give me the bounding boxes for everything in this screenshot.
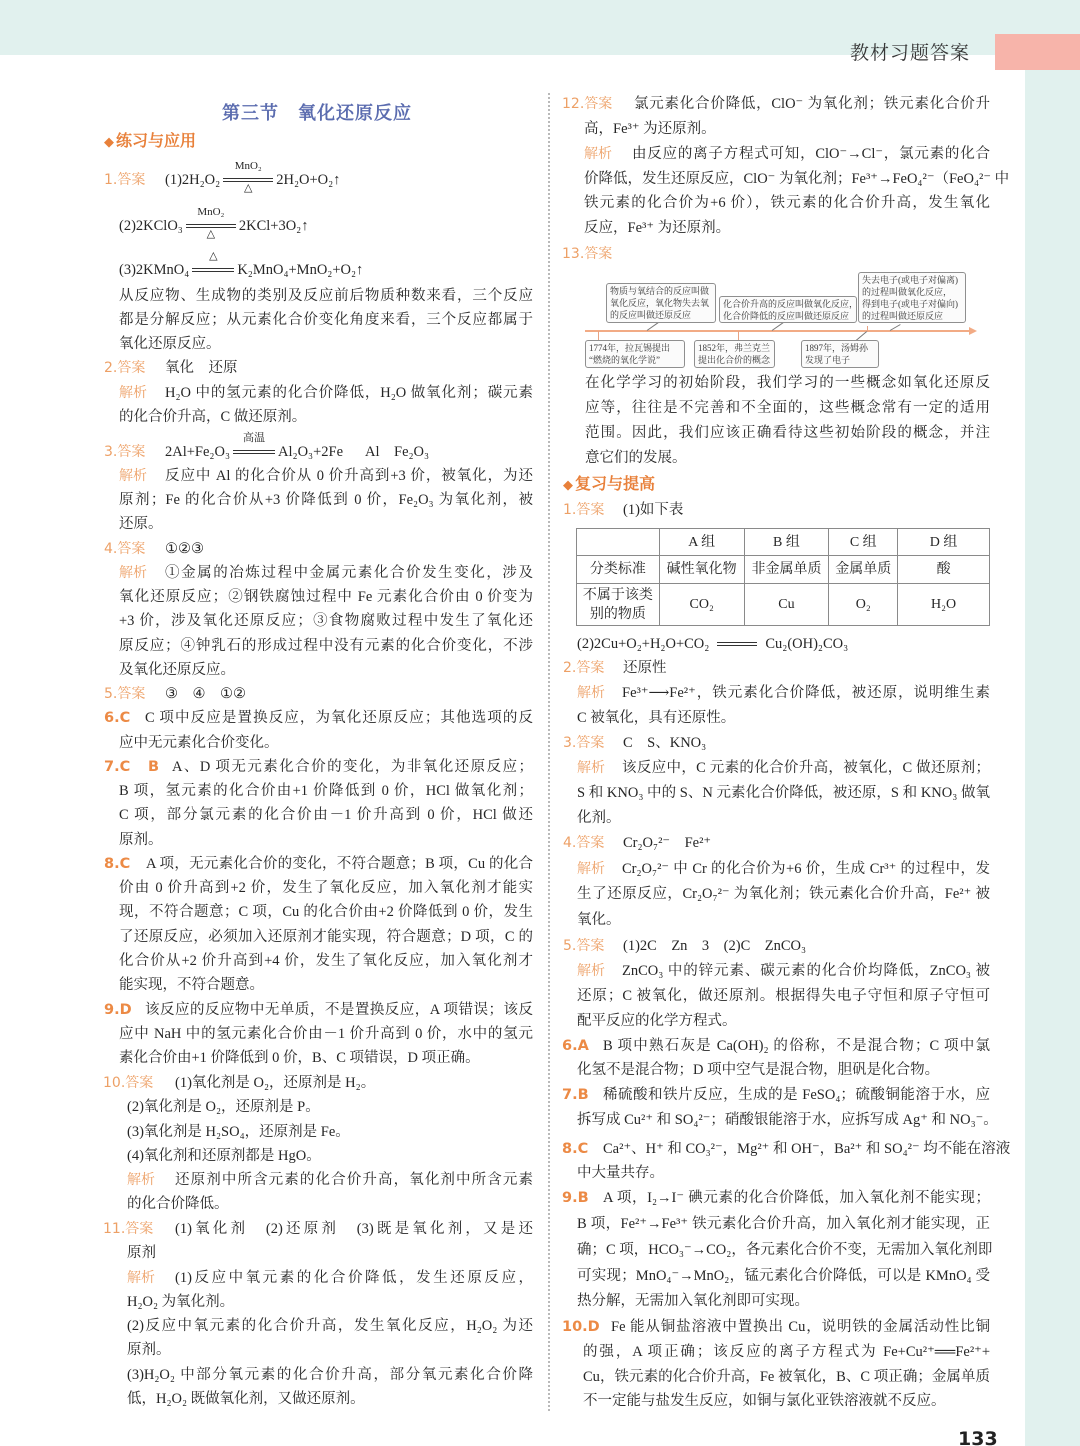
answer-label: 2.答案 [104,360,146,376]
analysis-label: 解析 [584,146,612,162]
text-line: H₂O₂ 为氧化剂。 [127,1294,235,1310]
box-line: 物质与氧结合的反应叫做 [610,286,710,296]
answer-label: 11.答案 [103,1221,154,1237]
heat-symbol: △ [206,228,216,240]
text-line: 不一定能与盐发生反应，如铜与氯化亚铁溶液就不反应。 [583,1393,946,1409]
analysis-label: 解析 [119,385,147,401]
event-box-1897 [801,340,879,368]
equation [577,632,848,656]
page-number: 133 [958,1428,998,1446]
text-line: 化剂。 [577,810,621,826]
text-line: S 和 KNO₃ 中的 S、N 元素化合价降低，被还原，S 和 KNO₃ 做氧 [577,785,990,801]
choice-label: 6.A [562,1038,589,1054]
box-line: 化合价升高的反应叫做氧化反应， [723,299,859,309]
reaction-condition [192,250,234,282]
text-line: 范围。因此，我们应该正确看待这些初始阶段的概念，并注 [585,425,990,441]
text-line: 意它们的发展。 [585,450,687,466]
answer-label: 5.答案 [563,938,605,954]
answer-text: Al Fe₂O₃ [365,444,430,460]
answer-label: 12.答案 [562,96,613,112]
text-line: 氯元素化合价降低，ClO⁻ 为氧化剂；铁元素化合价升 [634,96,990,112]
analysis-label: 解析 [119,468,147,484]
text-line: ZnCO₃ 中的锌元素、碳元素的化合价均降低，ZnCO₃ 被 [622,963,990,979]
text-line: Ca²⁺、H⁺ 和 CO₃²⁻，Mg²⁺ 和 OH⁻，Ba²⁺ 和 SO₄²⁻ 均不能在溶液 [603,1141,1011,1157]
equation [119,206,309,240]
reaction-condition [233,432,275,464]
text-line: 铁元素的化合价为+6 价），铁元素的化合价升高，发生氧化 [584,195,990,211]
heat-symbol: △ [243,182,253,194]
text-line: 确；C 项，HCO₃⁻→CO₂，各元素化合价不变，无需加入氧化剂即 [577,1242,993,1258]
answer-text: (1)如下表 [623,502,684,518]
text-line: 应中 NaH 中的氢元素化合价由－1 价升高到 0 价，水中的氢元 [119,1026,533,1042]
table-cell: 非金属单质 [744,556,829,584]
equation-products: 2H₂O+O₂↑ [276,172,341,188]
analysis-label: 解析 [577,760,605,776]
box-line: 得到电子(或电子对偏向) [862,299,958,309]
text-line: 了还原反应，必须加入还原剂才能实现，符合题意；D 项，C 的 [119,929,533,945]
box-line: 失去电子(或电子对偏离) [862,275,958,285]
text-line: (2)反应中氧元素的化合价升高，发生氧化反应，H₂O₂ 为还 [127,1318,533,1334]
text-line: 原剂；Fe 的化合价从+3 价降低到 0 价，Fe₂O₃ 为氧化剂，被 [119,492,533,508]
text-line: (1)反应中氧元素的化合价降低，发生还原反应， [175,1270,533,1286]
answer-text: C S、KNO₃ [623,735,707,751]
equation-products: K₂MnO₄+MnO₂+O₂↑ [237,262,364,278]
box-line: 化合价降低的反应叫做还原反应 [723,311,850,321]
text-line: 在化学学习的初始阶段，我们学习的一些概念如氧化还原反 [585,375,990,391]
text-line: Cu，铁元素的化合价升高，Fe 被氧化，B、C 项正确；金属单质 [583,1369,990,1385]
box-line: 提出化合价的概念 [698,355,771,365]
text-line: 氧化。 [577,912,621,928]
text-line: 稀硫酸和铁片反应，生成的是 FeSO₄；硫酸铜能溶于水，应 [603,1087,990,1103]
equation-reactants: 2Al+Fe₂O₃ [165,444,231,460]
text-line: 化合价从+2 价升高到+4 价，发生了氧化反应，加入氧化剂才 [119,953,533,969]
text-line: 氧化还原反应；②钢铁腐蚀过程中 Fe 元素化合价由 0 价变为 [119,589,533,605]
answer-label: 4.答案 [563,835,605,851]
table-header-cell: C 组 [829,529,898,556]
box-line: 的反应叫做还原反应 [610,310,692,320]
text-line: B 项，氢元素的化合价由+1 价降低到 0 价，HCl 做氧化剂； [119,783,533,799]
analysis-label: 解析 [119,565,147,581]
text-line: 该反应中，C 元素的化合价升高，被氧化，C 做还原剂； [622,760,990,776]
text-line: 素化合价由+1 价降低到 0 价，B、C 项错误，D 项正确。 [119,1050,480,1066]
text-line: 都是分解反应；从元素化合价变化角度来看，三个反应都属于 [119,312,533,328]
choice-label: 9.B [562,1190,589,1206]
table-cell: O₂ [829,584,898,626]
equation-products: Al₂O₃+2Fe [278,444,344,460]
answer-text: Cr₂O₇²⁻ Fe²⁺ [623,835,712,851]
text-line: 价由 0 价升高到+2 价，发生了氧化反应，加入氧化剂才能实 [119,880,533,896]
text-line: 现，不符合题意；C 项，Cu 的化合价由+2 价降低到 0 价，发生 [119,904,533,920]
text-line: Fe 能从铜盐溶液中置换出 Cu，说明铁的金属活动性比铜 [611,1319,990,1335]
text-line: 中大量共存。 [577,1165,664,1181]
choice-label: 8.C [104,856,131,872]
text-line: Fe³⁺⟶Fe²⁺，铁元素化合价降低，被还原，说明维生素 [622,685,990,701]
answer-label: 3.答案 [104,444,146,460]
reaction-condition [186,206,236,240]
reaction-condition [717,632,757,656]
text-line: (1)氧化剂 (2)还原剂 (3)既是氧化剂，又是还 [175,1221,533,1237]
text-line: B 项中熟石灰是 Ca(OH)₂ 的俗称，不是混合物；C 项中氯 [603,1038,990,1054]
box-line: “燃烧的氧化学说” [589,355,660,365]
choice-label: 9.D [104,1002,132,1018]
table-cell: 分类标准 [577,556,660,584]
text-line: 反应，Fe³⁺ 为还原剂。 [584,220,731,236]
choice-label: 6.C [104,710,131,726]
text-line: 及氧化还原反应。 [119,662,235,678]
text-line: 配平反应的化学方程式。 [577,1013,737,1029]
box-line: 氧化反应，氧化物失去氧 [610,298,710,308]
text-line: B 项，Fe²⁺→Fe³⁺ 铁元素化合价升高，加入氧化剂才能实现，正 [577,1216,990,1232]
text-line: 还原。 [119,516,163,532]
condition-top: MnO₂ [197,206,225,218]
event-box-1852 [694,340,775,368]
text-line: 拆写成 Cu²⁺ 和 SO₄²⁻；硝酸银能溶于水，应拆写成 Ag⁺ 和 NO₃⁻。 [577,1112,998,1128]
high-temperature-condition: 高温 [243,432,266,444]
text-line: 的强，A 项正确；该反应的离子方程式为 Fe+Cu²⁺══Fe²⁺+ [583,1344,990,1360]
column-divider [548,93,550,1411]
text-line: A 项，I₂→I⁻ 碘元素的化合价降低，加入氧化剂不能实现； [603,1190,990,1206]
text-line: 原反应；④钟乳石的形成过程中没有元素的化合价变化，不涉 [119,638,533,654]
equation-reactants: (2)2Cu+O₂+H₂O+CO₂ [577,636,710,652]
choice-label: 7.C [104,759,131,775]
text-line: 的化合价降低。 [127,1196,229,1212]
answer-label: 1.答案 [104,172,146,188]
text-line: Cr₂O₇²⁻ 中 Cr 的化合价为+6 价，生成 Cr³⁺ 的过程中，发 [622,861,990,877]
text-line: 氧化还原反应。 [119,336,221,352]
equation-reactants: (3)2KMnO₄ [119,262,190,278]
text-line: 的化合价升高，C 做还原剂。 [119,409,307,425]
table-cell: 酸 [898,556,990,584]
equation-reactants: (1)2H₂O₂ [165,172,221,188]
choice-label: 10.D [562,1319,600,1335]
concept-box-oxygen [606,283,716,323]
header-title: 教材习题答案 [850,42,971,64]
text-line: +3 价，涉及氧化还原反应；③食物腐败过程中发生了氧化还 [119,613,533,629]
text-line: C 被氧化，具有还原性。 [577,710,736,726]
answer-label: 10.答案 [103,1075,154,1091]
box-line: 的过程叫做还原反应 [862,311,944,321]
table-row [577,584,990,626]
double-equals-sign [233,450,275,454]
choice-label-second: B [148,759,160,775]
answer-label: 13.答案 [562,246,613,262]
diamond-icon: ◆ [104,135,114,150]
answer-label: 5.答案 [104,686,146,702]
text-line: A、D 项无元素化合价的变化，为非氧化还原反应； [172,759,533,775]
text-line: 由反应的离子方程式可知，ClO⁻→Cl⁻，氯元素的化合 [632,146,990,162]
text-line: (3)H₂O₂ 中部分氧元素的化合价升高，部分氧元素化合价降 [127,1367,533,1383]
box-line: 发现了电子 [805,355,851,365]
answer-label: 4.答案 [104,541,146,557]
event-box-1774 [585,340,685,368]
arrow-right-icon [969,327,977,335]
reaction-condition [223,160,273,194]
text-line: ①金属的冶炼过程中金属元素化合价发生变化，涉及 [165,565,533,581]
text-line: (2)氧化剂是 O₂，还原剂是 P。 [127,1099,320,1115]
box-line: 1774年，拉瓦锡提出 [589,343,671,353]
table-header-cell: D 组 [898,529,990,556]
text-line: 可实现；MnO₄⁻→MnO₂，锰元素化合价降低，可以是 KMnO₄ 受 [577,1268,990,1284]
double-equals-sign [192,268,234,272]
choice-label: 7.B [562,1087,589,1103]
answer-text: 氧化 还原 [165,360,238,376]
side-strip [1025,70,1080,1446]
text-line: 从反应物、生成物的类别及反应前后物质种数来看，三个反应 [119,288,533,304]
text-line: 应中无元素化合价变化。 [119,735,279,751]
analysis-label: 解析 [127,1172,155,1188]
text-line: 热分解，无需加入氧化剂即可实现。 [577,1293,809,1309]
review-heading-text: 复习与提高 [575,474,656,493]
equation-products: Cu₂(OH)₂CO₃ [765,636,849,652]
practice-heading-text: 练习与应用 [116,131,197,150]
analysis-label: 解析 [577,963,605,979]
text-line: (4)氧化剂和还原剂都是 HgO。 [127,1148,321,1164]
analysis-label: 解析 [577,685,605,701]
text-line: 反应中 Al 的化合价从 0 价升高到+3 价，被氧化，为还 [165,468,533,484]
text-line: 原剂。 [127,1342,171,1358]
table-cell: 金属单质 [829,556,898,584]
section-title: 第三节 氧化还原反应 [222,103,412,124]
text-line: 应等，往往是不完善和不全面的，这些概念常有一定的适用 [585,400,990,416]
equation [165,432,344,464]
review-heading [563,472,655,498]
text-line: 还原；C 被氧化，做还原剂。根据得失电子守恒和原子守恒可 [577,988,990,1004]
heat-symbol: △ [209,250,218,262]
box-line: 1852年，弗兰克兰 [698,343,771,353]
equation-products: 2KCl+3O₂↑ [238,218,309,234]
text-line: 价降低，发生还原反应，ClO⁻ 为氧化剂；Fe³⁺→FeO₄²⁻（FeO₄²⁻ 中 [584,171,1010,187]
equation [119,250,364,282]
text-line: (3)氧化剂是 H₂SO₄，还原剂是 Fe。 [127,1124,350,1140]
classification-table [576,528,990,626]
timeline-diagram [583,268,978,370]
text-line: H₂O 中的氢元素的化合价降低，H₂O 做氧化剂；碳元素 [165,385,533,401]
table-header-row [577,529,990,556]
choice-label: 8.C [562,1141,589,1157]
answer-label: 2.答案 [563,660,605,676]
concept-box-valence [719,296,857,323]
practice-heading [104,129,196,155]
answer-text: (1)2C Zn 3 (2)C ZnCO₃ [623,938,807,954]
diamond-icon: ◆ [563,478,573,493]
text-line: 低，H₂O₂ 既做氧化剂，又做还原剂。 [127,1391,365,1407]
answer-text: ③ ④ ①② [165,686,246,702]
table-cell: 碱性氧化物 [659,556,744,584]
analysis-label: 解析 [127,1270,155,1286]
timeline-axis [585,330,971,332]
text-line: 化氢不是混合物；D 项中空气是混合物，胆矾是化合物。 [577,1062,940,1078]
text-line: 原剂。 [119,832,163,848]
text-line: C 项中反应是置换反应，为氧化还原反应；其他选项的反 [145,710,533,726]
table-header-cell: B 组 [744,529,829,556]
text-line: 高，Fe³⁺ 为还原剂。 [584,121,716,137]
answer-text: 还原性 [623,660,667,676]
condition-top: MnO₂ [234,160,262,172]
text-line: 还原剂中所含元素的化合价升高，氧化剂中所含元素 [175,1172,533,1188]
answer-label: 3.答案 [563,735,605,751]
text-line: A 项，无元素化合价的变化，不符合题意；B 项，Cu 的化合 [146,856,533,872]
equation-reactants: (2)2KClO₃ [119,218,183,234]
answer-label: 1.答案 [563,502,605,518]
text-line: 原剂 [127,1245,156,1261]
text-line: 生了还原反应，Cr₂O₇²⁻ 为氧化剂；铁元素化合价升高，Fe²⁺ 被 [577,886,990,902]
double-equals-sign [717,642,757,646]
box-line: 1897年，汤姆孙 [805,343,869,353]
table-cell: CO₂ [659,584,744,626]
table-header-cell: A 组 [659,529,744,556]
box-line: 的过程叫做氧化反应， [862,287,953,297]
header-tab-accent [995,34,1080,70]
equation [165,160,341,194]
text-line: 能实现，不符合题意。 [119,977,264,993]
concept-box-electron [858,272,966,323]
table-cell: Cu [744,584,829,626]
table-cell: 不属于该类别的物质 [577,584,660,626]
text-line: (1)氧化剂是 O₂，还原剂是 H₂。 [175,1075,376,1091]
text-line: C 项，部分氯元素的化合价由－1 价升高到 0 价，HCl 做还 [119,807,533,823]
answer-text: ①②③ [165,541,204,557]
table-row [577,556,990,584]
analysis-label: 解析 [577,861,605,877]
table-header-cell [577,529,660,556]
table-cell: H₂O [898,584,990,626]
text-line: 该反应的反应物中无单质，不是置换反应，A 项错误；该反 [145,1002,533,1018]
